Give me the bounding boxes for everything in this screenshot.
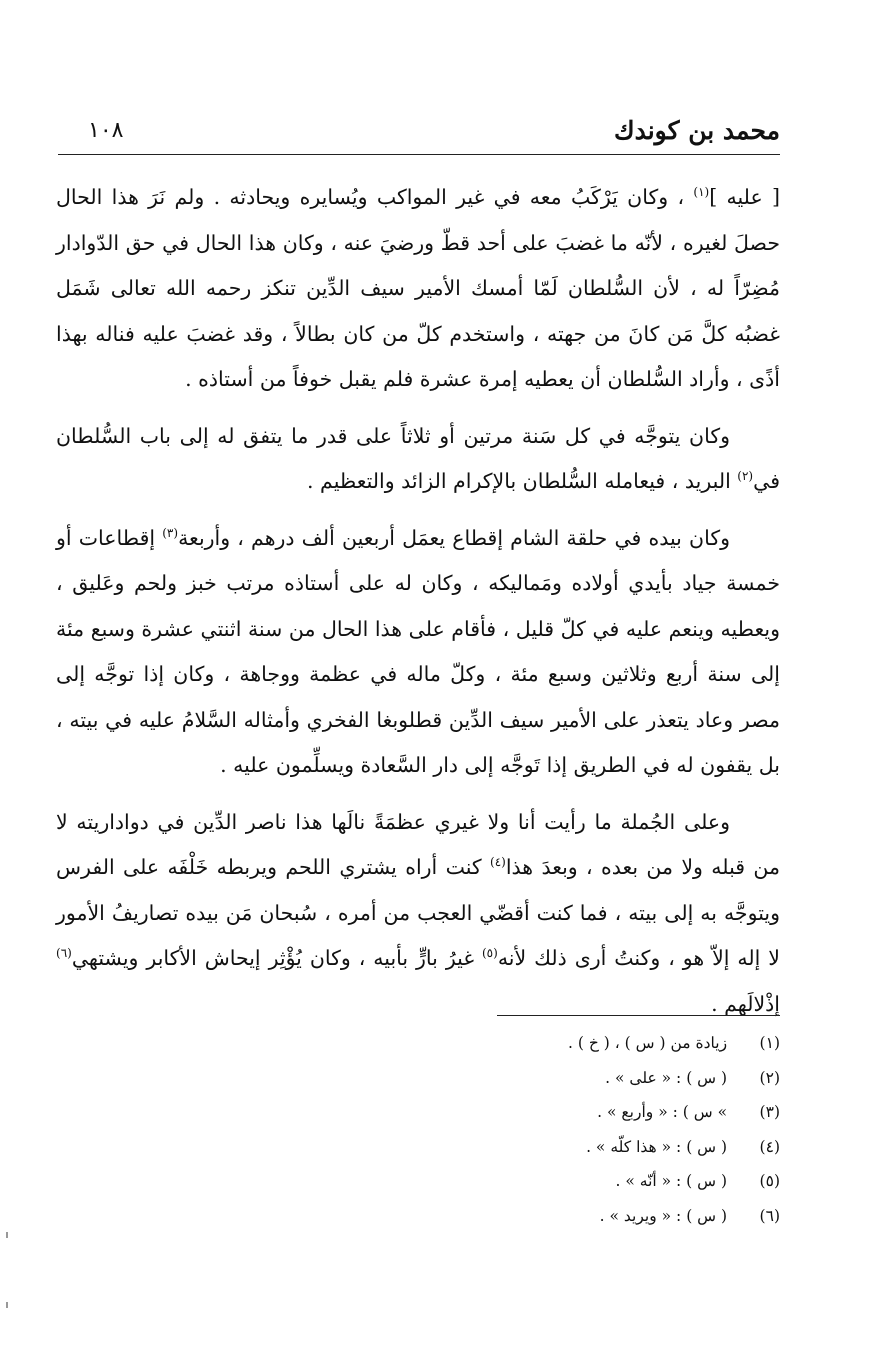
- footnote-text: ( س ) : « أنّه » .: [615, 1172, 728, 1190]
- footnote: [300, 1026, 780, 1061]
- scan-mark: [6, 1302, 8, 1308]
- paragraph-text: وكان يتوجَّه في كل سَنة مرتين أو ثلاثاً على قدر ما يتفق له إلى باب السُّلطان في: [56, 423, 780, 493]
- paragraph: [56, 800, 780, 1028]
- paragraph-text: إذْلالَهم .: [711, 991, 780, 1016]
- paragraph-text: وكان بيده في حلقة الشام إقطاع يعمَل أربعين ألف درهم ، وأربعة: [178, 525, 730, 550]
- footnote-separator: [497, 1015, 780, 1016]
- main-text: [56, 175, 780, 1027]
- paragraph-text: وعلى الجُملة ما رأيت أنا ولا غيري عظمَةً نالَها هذا ناصر الدِّين في دواداريته لا من قبله ولا من بعده ، وبعدَ هذا: [56, 809, 780, 879]
- footnote-number: (٥): [759, 1172, 780, 1190]
- footnote-text: ( س ) : « على » .: [605, 1068, 728, 1087]
- footnote-reference: (٢): [737, 469, 754, 484]
- footnote-text: ( س ) : « هذا كلّه » .: [586, 1137, 728, 1156]
- paragraph: [56, 414, 780, 505]
- footnote-reference: (٣): [162, 525, 179, 540]
- footnote-reference: (٤): [490, 855, 506, 870]
- footnote: [300, 1130, 780, 1165]
- footnotes: [300, 1026, 780, 1233]
- footnote-text: زيادة من ( س ) ، ( خ ) .: [568, 1034, 728, 1052]
- paragraph-text: [ عليه ]: [709, 185, 780, 209]
- footnote-number: (٤): [759, 1137, 780, 1156]
- footnote-number: (١): [759, 1034, 780, 1052]
- footnote: [300, 1199, 780, 1234]
- footnote: [300, 1164, 780, 1199]
- paragraph-text: ، وكان يَرْكَبُ معه في غير المواكب ويُسايره ويحادثه . ولم نَرَ هذا الحال حصلَ لغيره ، لأنّه ما غضبَ على أحد قطّ ورضيَ عنه ، وكان هذا الحال في حق الدّوادار مُضِرّاً له ، لأن السُّلطان لَمّا أمسك الأمير سيف الدِّين تنكز رحمه الله تعالى شَمَل غضبُه كلَّ مَن كانَ من جهته ، واستخدم كلّ من كان بطالاً ، وقد غضبَ عليه فناله بهذا أذًى ، وأراد السُّلطان أن يعطيه إمرة عشرة فلم يقبل خوفاً من أستاذه .: [56, 185, 780, 391]
- footnote: [300, 1095, 780, 1130]
- footnote-text: ( س ) : « ويريد » .: [599, 1206, 728, 1225]
- footnote-number: (٣): [759, 1103, 780, 1121]
- paragraph-text: كنت أراه يشتري اللحم ويربطه خَلْفَه على الفرس ويتوجَّه به إلى بيته ، فما كنت أقضّي العجب من أمره ، سُبحان مَن بيده تصاريفُ الأمور لا إله إلاّ هو ، وكنتُ أرى ذلك لأنه: [56, 855, 780, 970]
- footnote-reference: (١): [693, 185, 710, 200]
- paragraph-text: غيرُ بارٍّ بأبيه ، وكان يُؤْثِر إيحاش الأكابر ويشتهي: [71, 946, 482, 970]
- page-number: ١٠٨: [88, 118, 124, 143]
- footnote-reference: (٦): [56, 946, 72, 961]
- paragraph-text: إقطاعات أو خمسة جياد بأيدي أولاده ومَماليكه ، وكان له على أستاذه مرتب خبز ولحم وعَليق ، ويعطيه وينعم عليه في كلّ قليل ، فأقام على هذا الحال من سنة اثنتي عشرة وسبع مئة إلى سنة أربع وثلاثين وسبع مئة ، وكلّ ماله في عظمة ووجاهة ، وكان إذا توجَّه إلى مصر وعاد يتعذر على الأمير سيف الدِّين قطلوبغا الفخري وأمثاله السَّلامُ عليه في بيته ، بل يقفون له في الطريق إذا تَوجَّه إلى دار السَّعادة ويسلِّمون عليه .: [56, 525, 780, 777]
- footnote-number: (٦): [759, 1206, 780, 1225]
- scan-mark: [6, 1232, 8, 1238]
- paragraph-text: البريد ، فيعامله السُّلطان بالإكرام الزائد والتعظيم .: [307, 469, 738, 493]
- running-title: محمد بن كوندك: [613, 116, 780, 145]
- footnote-number: (٢): [759, 1068, 780, 1087]
- footnote-text: » س ) : « وأربع » .: [597, 1103, 728, 1121]
- paragraph: [56, 175, 780, 403]
- paragraph: [56, 516, 780, 789]
- footnote-reference: (٥): [481, 946, 498, 961]
- footnote: [300, 1061, 780, 1096]
- page-header: [58, 112, 780, 155]
